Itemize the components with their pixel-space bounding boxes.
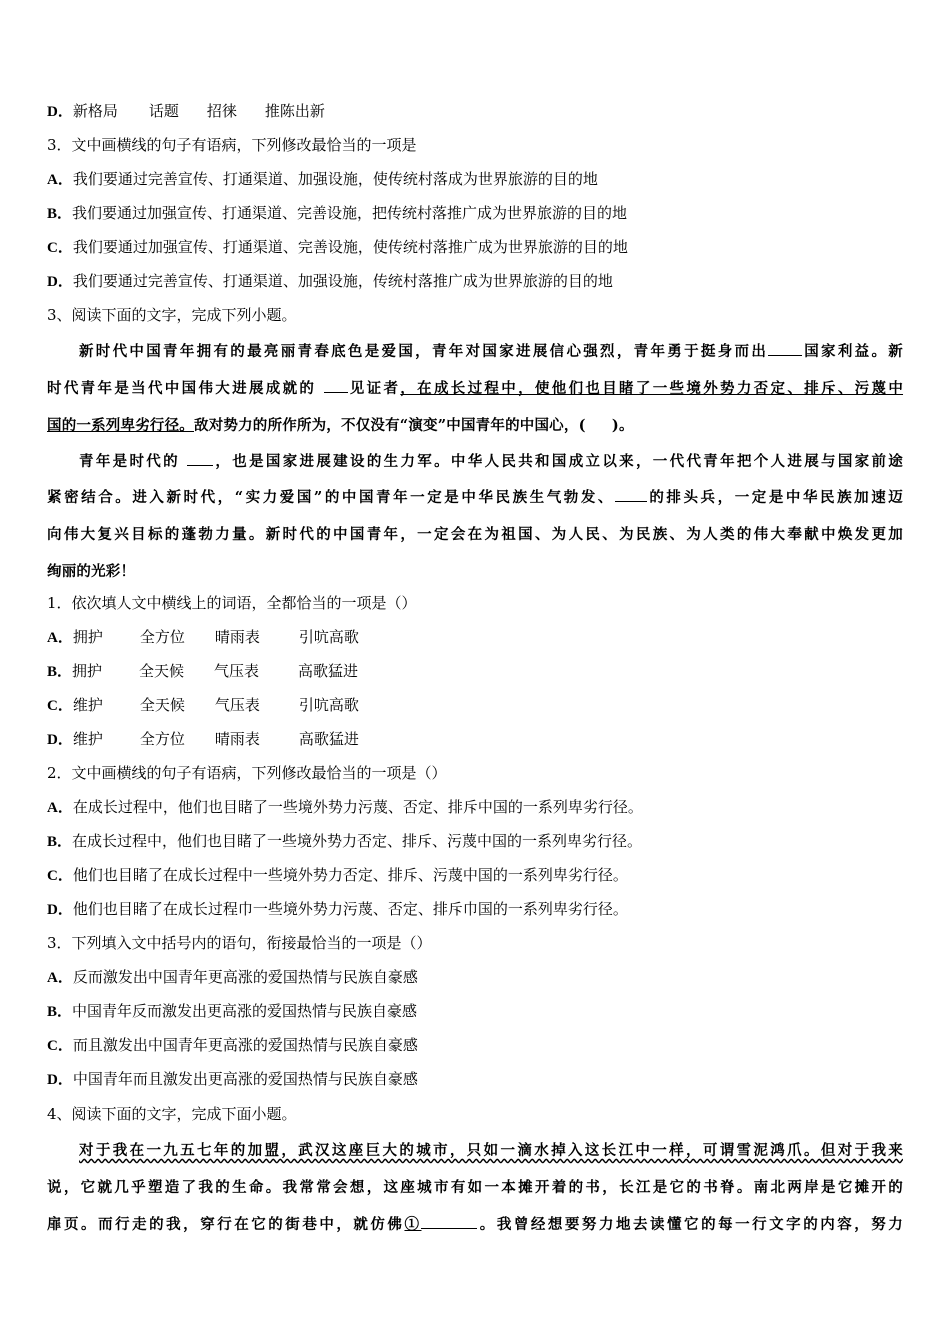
passage-line: 说，它就几乎塑造了我的生命。我常常会想，这座城市有如一本摊开着的书，长江是它的书脊。南北两岸是它摊开的 bbox=[47, 1179, 903, 1196]
passage-line: 新时代中国青年拥有的最亮丽青春底色是爱国，青年对国家进展信心强烈，青年勇于挺身而出 国家利益。新 bbox=[79, 343, 903, 360]
option-line: D．新格局 话题 招徕 推陈出新 bbox=[47, 102, 325, 120]
passage-line bbox=[47, 1139, 903, 1160]
fill-blank bbox=[768, 341, 802, 356]
passage-line: 绚丽的光彩！ bbox=[47, 563, 136, 580]
option-line: C．而且激发出中国青年更高涨的爱国热情与民族自豪感 bbox=[47, 1036, 418, 1054]
wavy-underlined-text: 对于我在一九五七年的加盟，武汉这座巨大的城市，只如一滴水掉入这长江中一样，可谓雪泥鸿爪。但对于我来 bbox=[79, 1142, 903, 1159]
option-line: B．拥护 全天候 气压表 高歌猛进 bbox=[47, 662, 359, 680]
option-line: B．中国青年反而激发出更高涨的爱国热情与民族自豪感 bbox=[47, 1002, 418, 1020]
numbered-blank: ① bbox=[404, 1216, 422, 1233]
passage-line: 国的一系列卑劣行径。敌对势力的所作所为，不仅没有“演变”中国青年的中国心，( )。 bbox=[47, 417, 634, 434]
passage-line: 紧密结合。进入新时代，“实力爱国”的中国青年一定是中华民族生气勃发、 的排头兵，一定是中华民族加速迈 bbox=[47, 489, 903, 506]
section-heading: 4、阅读下面的文字，完成下面小题。 bbox=[47, 1105, 297, 1123]
option-line: B．在成长过程中，他们也目睹了一些境外势力否定、排斥、污蔑中国的一系列卑劣行径。 bbox=[47, 832, 643, 850]
question-stem: 2．文中画横线的句子有语病，下列修改最恰当的一项是（） bbox=[47, 764, 447, 782]
question-stem: 3．下列填入文中括号内的语句，衔接最恰当的一项是（） bbox=[47, 934, 432, 952]
option-line: B．我们要通过加强宣传、打通渠道、完善设施，把传统村落推广成为世界旅游的目的地 bbox=[47, 204, 628, 222]
option-line: D．他们也目睹了在成长过程巾一些境外势力污蔑、否定、排斥巾国的一系列卑劣行径。 bbox=[47, 900, 628, 918]
fill-blank bbox=[187, 451, 213, 466]
option-line: C．他们也目睹了在成长过程中一些境外势力否定、排斥、污蔑中国的一系列卑劣行径。 bbox=[47, 866, 628, 884]
option-line: A．我们要通过完善宣传、打通渠道、加强设施，使传统村落成为世界旅游的目的地 bbox=[47, 170, 598, 188]
option-line: A．拥护 全方位 晴雨表 引吭高歌 bbox=[47, 628, 359, 646]
question-stem: 1．依次填人文中横线上的词语，全都恰当的一项是（） bbox=[47, 594, 417, 612]
passage-line: 扉页。而行走的我，穿行在它的街巷中，就仿佛① 。我曾经想要努力地去读懂它的每一行文字的内容，努力 bbox=[47, 1216, 904, 1233]
option-line: D．我们要通过完善宣传、打通渠道、加强设施，传统村落推广成为世界旅游的目的地 bbox=[47, 272, 613, 290]
option-line: D．维护 全方位 晴雨表 高歌猛进 bbox=[47, 730, 359, 748]
underlined-sentence: ，在成长过程中，使他们也目睹了一些境外势力否定、排斥、污蔑中 bbox=[400, 380, 904, 397]
passage-line: 时代青年是当代中国伟大进展成就的 见证者，在成长过程中，使他们也目睹了一些境外势力否定、排斥、污蔑中 bbox=[47, 380, 904, 397]
option-line: D．中国青年而且激发出更高涨的爱国热情与民族自豪感 bbox=[47, 1070, 418, 1088]
section-heading: 3、阅读下面的文字，完成下列小题。 bbox=[47, 306, 297, 324]
option-line: A．在成长过程中，他们也目睹了一些境外势力污蔑、否定、排斥中国的一系列卑劣行径。 bbox=[47, 798, 643, 816]
fill-blank bbox=[324, 378, 348, 393]
underlined-sentence: 国的一系列卑劣行径。 bbox=[47, 417, 194, 434]
passage-line: 青年是时代的 ，也是国家进展建设的生力军。中华人民共和国成立以来，一代代青年把个人进展与国家前途 bbox=[79, 453, 904, 470]
option-line: A．反而激发出中国青年更高涨的爱国热情与民族自豪感 bbox=[47, 968, 418, 986]
question-stem: 3．文中画横线的句子有语病，下列修改最恰当的一项是 bbox=[47, 136, 417, 154]
fill-blank bbox=[615, 487, 647, 502]
option-line: C．我们要通过加强宣传、打通渠道、完善设施，使传统村落推广成为世界旅游的目的地 bbox=[47, 238, 628, 256]
passage-line: 向伟大复兴目标的蓬勃力量。新时代的中国青年，一定会在为祖国、为人民、为民族、为人类的伟大奉献中焕发更加 bbox=[47, 526, 903, 543]
fill-blank bbox=[421, 1214, 477, 1229]
option-line: C．维护 全天候 气压表 引吭高歌 bbox=[47, 696, 359, 714]
